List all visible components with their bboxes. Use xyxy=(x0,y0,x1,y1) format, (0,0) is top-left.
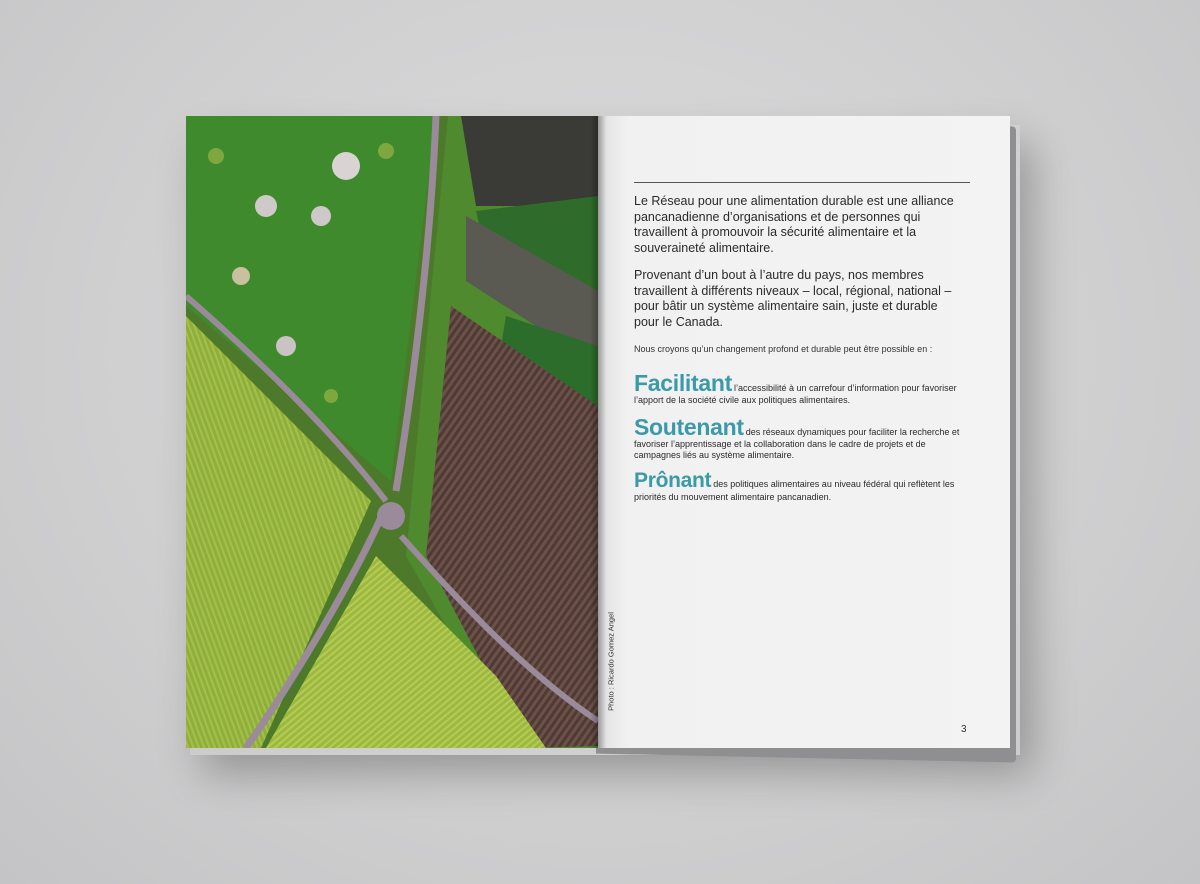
belief-statement: Nous croyons qu’un changement profond et durable peut être possible en : xyxy=(634,344,933,354)
intro-paragraph-2: Provenant d’un bout à l’autre du pays, nos membres travaillent à différents niveaux – local, régional, national – pour bâtir un système alimentaire sain, juste et durable pour le Canada. xyxy=(634,268,952,329)
page-number: 3 xyxy=(961,724,967,735)
top-rule xyxy=(634,182,970,183)
photo-credit-text: Photo : Ricardo Gomez Angel xyxy=(606,612,616,711)
pillar-pronant xyxy=(634,470,974,504)
intro-text xyxy=(634,194,964,342)
pillar-word: Soutenant xyxy=(634,414,744,440)
pillar-text: des politiques alimentaires au niveau fédéral qui reflètent les priorités du mouvement alimentaire pancanadien. xyxy=(634,479,955,502)
aerial-photo-illustration xyxy=(186,116,598,748)
intro-paragraph-1: Le Réseau pour une alimentation durable est une alliance pancanadienne d’organisations et de personnes qui travaillent à promouvoir la sécurité alimentaire et la souveraineté alimentaire. xyxy=(634,194,954,255)
pillar-facilitant xyxy=(634,372,974,406)
photo-credit xyxy=(606,612,616,712)
pillar-word: Prônant xyxy=(634,469,712,492)
page-gutter xyxy=(590,116,606,748)
pillar-word: Facilitant xyxy=(634,370,732,396)
pillar-text: des réseaux dynamiques pour faciliter la recherche et favoriser l’apprentissage et la collaboration dans le cadre de projets et de campagnes liés au système alimentaire. xyxy=(634,427,960,460)
pillar-soutenant xyxy=(634,416,974,462)
pillar-text: l’accessibilité à un carrefour d’information pour favoriser l’apport de la société civile aux politiques alimentaires. xyxy=(634,383,957,405)
aerial-farmland-photo xyxy=(186,116,598,748)
